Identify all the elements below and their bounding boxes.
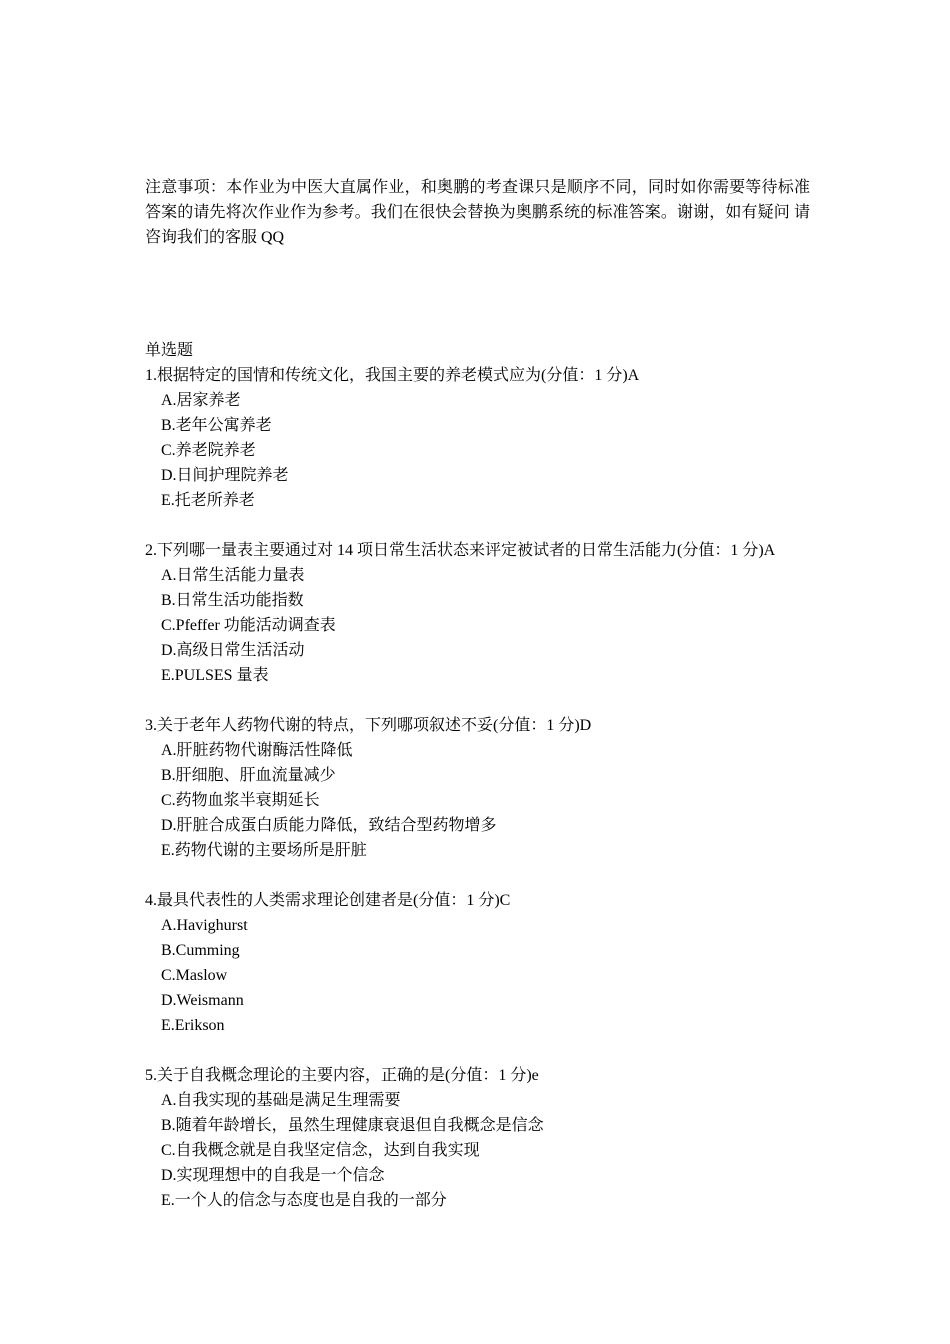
option-d: D.高级日常生活活动 [161,642,305,659]
option-b: B.肝细胞、肝血流量减少 [161,767,336,784]
option-e: E.托老所养老 [161,492,255,509]
option-d: D.肝脏合成蛋白质能力降低，致结合型药物增多 [161,817,497,834]
option-c: C.药物血浆半衰期延长 [161,792,320,809]
section-title: 单选题 [145,342,194,359]
option-a: A.自我实现的基础是满足生理需要 [161,1092,401,1109]
option-a: A.Havighurst [161,917,248,934]
option-list [145,563,810,688]
option-e: E.药物代谢的主要场所是肝脏 [161,842,367,859]
option-b: B.老年公寓养老 [161,417,272,434]
option-a: A.肝脏药物代谢酶活性降低 [161,742,353,759]
question-block [145,1063,810,1213]
question-block [145,538,810,688]
option-d: D.实现理想中的自我是一个信念 [161,1167,385,1184]
option-e: E.Erikson [161,1017,225,1034]
question-block [145,713,810,863]
option-e: E.一个人的信念与态度也是自我的一部分 [161,1192,447,1209]
option-c: C.自我概念就是自我坚定信念，达到自我实现 [161,1142,480,1159]
question-text: 1.根据特定的国情和传统文化，我国主要的养老模式应为(分值：1 分)A [145,367,640,384]
question-text: 2.下列哪一量表主要通过对 14 项日常生活状态来评定被试者的日常生活能力(分值：1 分)A [145,542,776,559]
option-a: A.日常生活能力量表 [161,567,305,584]
option-d: D.Weismann [161,992,244,1009]
question-block [145,363,810,513]
option-list [145,1088,810,1213]
question-list [145,363,810,1213]
question-text: 3.关于老年人药物代谢的特点，下列哪项叙述不妥(分值：1 分)D [145,717,592,734]
notice-paragraph: 注意事项：本作业为中医大直属作业，和奥鹏的考查课只是顺序不同，同时如你需要等待标准答案的请先将次作业作为参考。我们在很快会替换为奥鹏系统的标准答案。谢谢，如有疑问 请咨询我们的客服 QQ [145,179,810,246]
option-e: E.PULSES 量表 [161,667,269,684]
option-c: C.养老院养老 [161,442,256,459]
option-a: A.居家养老 [161,392,241,409]
document-body [145,175,810,1238]
question-text: 5.关于自我概念理论的主要内容，正确的是(分值：1 分)e [145,1067,539,1084]
option-c: C.Maslow [161,967,228,984]
question-text: 4.最具代表性的人类需求理论创建者是(分值：1 分)C [145,892,511,909]
option-list [145,388,810,513]
option-list [145,738,810,863]
option-b: B.Cumming [161,942,240,959]
option-b: B.日常生活功能指数 [161,592,304,609]
question-block [145,888,810,1038]
option-c: C.Pfeffer 功能活动调查表 [161,617,336,634]
option-list [145,913,810,1038]
option-d: D.日间护理院养老 [161,467,289,484]
option-b: B.随着年龄增长，虽然生理健康衰退但自我概念是信念 [161,1117,544,1134]
